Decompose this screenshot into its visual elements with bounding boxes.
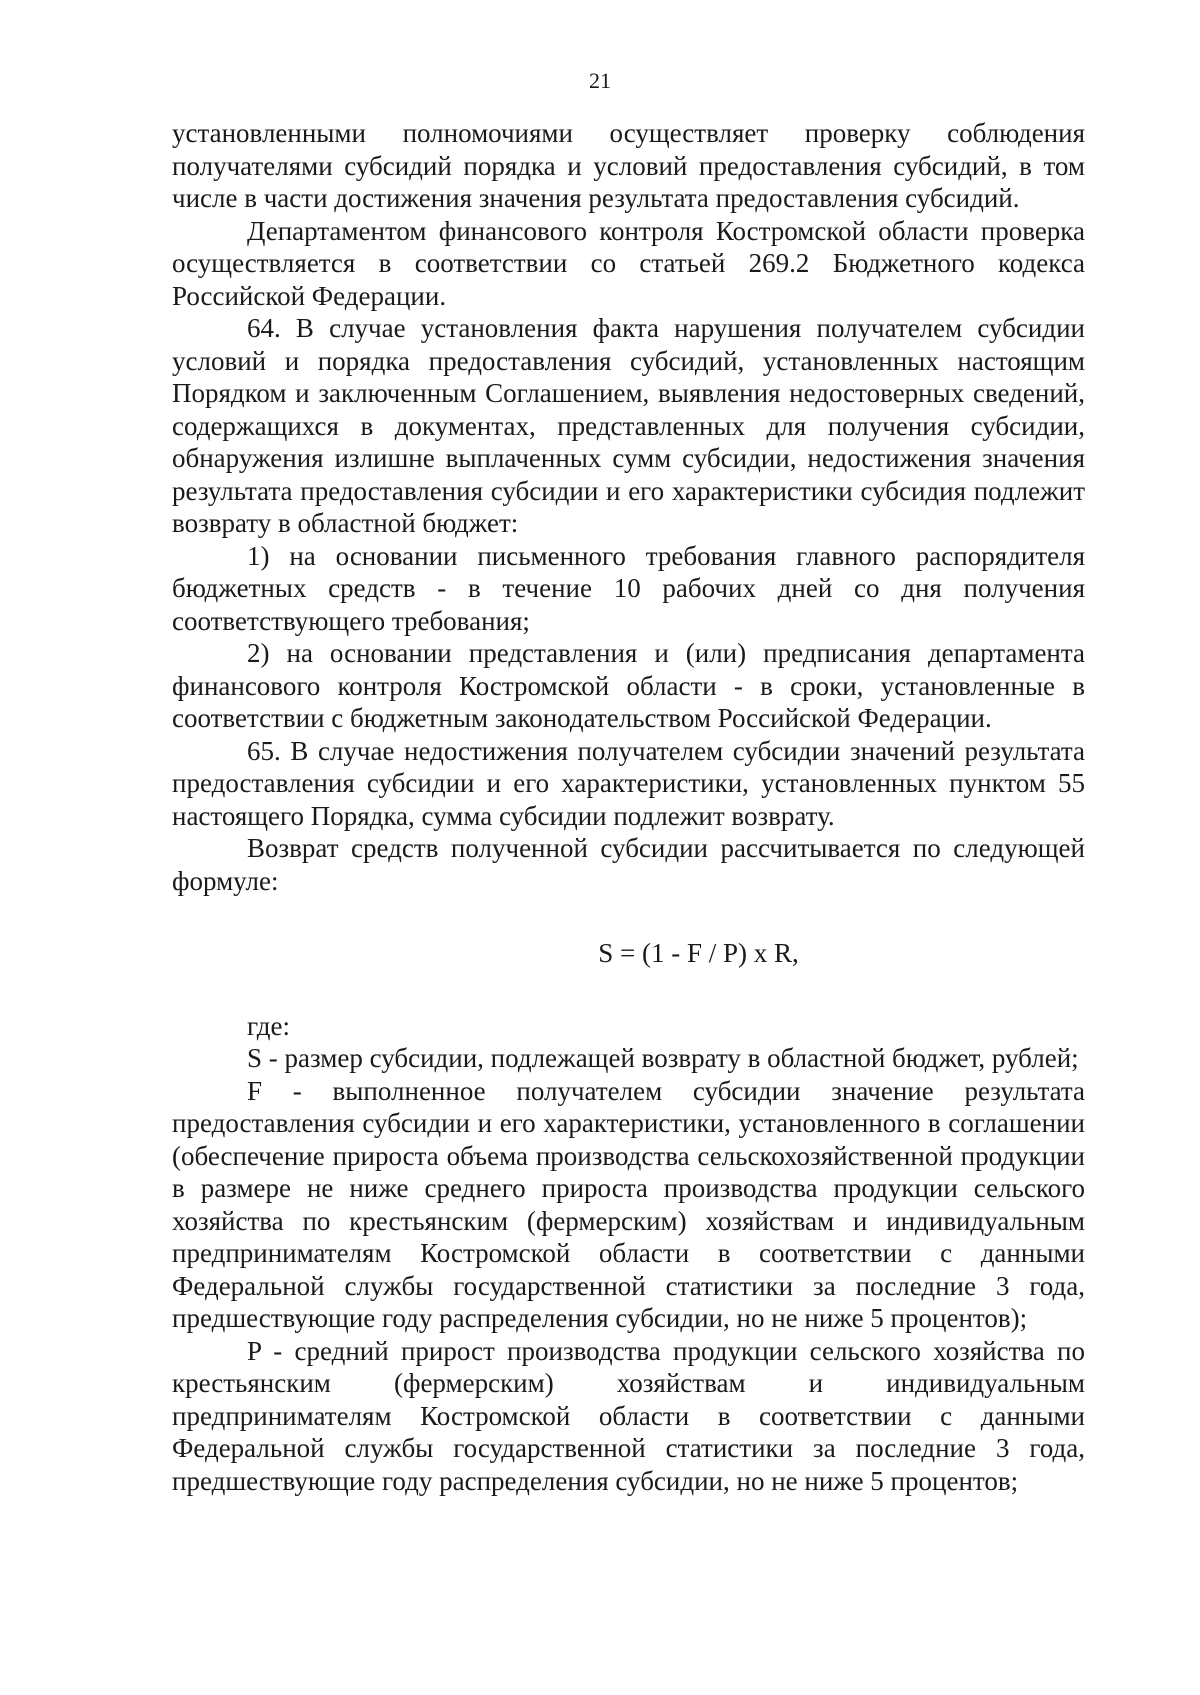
paragraph-continuation: установленными полномочиями осуществляет проверку соблюдения получателями субсидий порядка и условий предоставления субсидий, в том числе в части достижения значения результата предоставления субсидий. [172,118,1085,213]
paragraph-clause-65: 65. В случае недостижения получателем субсидии значений результата предоставления субсидии и его характеристики, установленных пунктом 55 настоящего Порядка, сумма субсидии подлежит возврату. [172,735,1085,831]
paragraph-clause-64: 64. В случае установления факта нарушения получателем субсидии условий и порядка предоставления субсидий, установленных настоящим Порядком и заключенным Соглашением, выявления недостоверных сведений, содержащихся в документах, представленных для получения субсидии, обнаружения излишне выплаченных сумм субсидии, недостижения значения результата предоставления субсидии и его характеристики субсидия подлежит возврату в областной бюджет: [172,313,1085,538]
paragraph-department-control: Департаментом финансового контроля Костромской области проверка осуществляется в соответствии со статьей 269.2 Бюджетного кодекса Российской Федерации. [172,215,1085,311]
document-body [172,117,1085,1497]
definition-p: P - средний прирост производства продукции сельского хозяйства по крестьянским (фермерским) хозяйствам и индивидуальным предпринимателям Костромской области в соответствии с данными Федеральной службы государственной статистики за последние 3 года, предшествующие году распределения субсидии, но не ниже 5 процентов; [172,1335,1085,1496]
paragraph-item-2: 2) на основании представления и (или) предписания департамента финансового контроля Костромской области - в сроки, установленные в соответствии с бюджетным законодательством Российской Федерации. [172,638,1085,733]
return-formula: S = (1 - F / P) x R, [598,938,799,968]
definition-where: где: [247,1010,290,1041]
definition-s: S - размер субсидии, подлежащей возврату в областной бюджет, рублей; [247,1043,1079,1073]
page-number: 21 [589,68,611,93]
definition-f: F - выполненное получателем субсидии значение результата предоставления субсидии и его характеристики, установленного в соглашении (обеспечение прироста объема производства сельскохозяйственной продукции в размере не ниже среднего прироста производства продукции сельского хозяйства по крестьянским (фермерским) хозяйствам и индивидуальным предпринимателям Костромской области в соответствии с данными Федеральной службы государственной статистики за последние 3 года, предшествующие году распределения субсидии, но не ниже 5 процентов); [172,1075,1085,1333]
paragraph-item-1: 1) на основании письменного требования главного распорядителя бюджетных средств - в течение 10 рабочих дней со дня получения соответствующего требования; [172,540,1085,636]
paragraph-formula-intro: Возврат средств полученной субсидии рассчитывается по следующей формуле: [172,833,1085,896]
